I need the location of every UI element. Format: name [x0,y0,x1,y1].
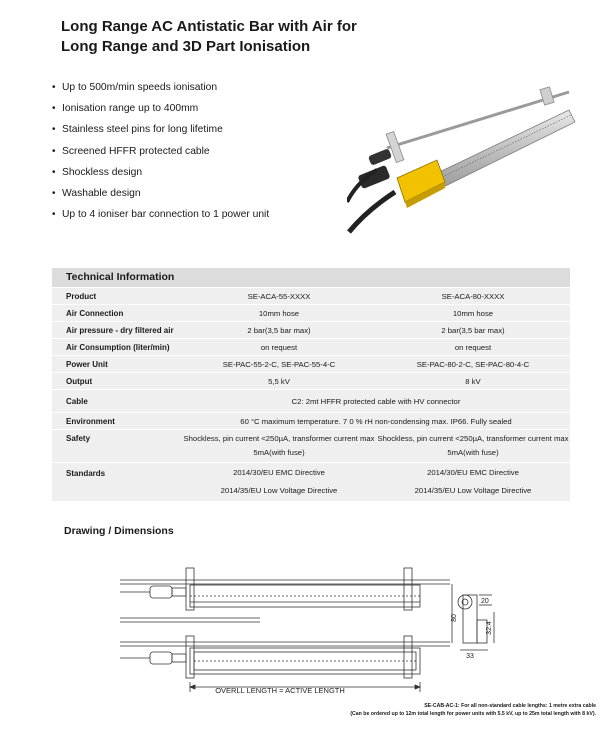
cell: on request [260,342,298,352]
cell-line: Shockless, pin current <250µA, transformer current max [377,434,569,443]
table-row [52,462,570,501]
cell: on request [454,342,492,352]
feature-item: • Stainless steel pins for long lifetime [52,124,302,136]
cell-line: 2014/35/EU Low Voltage Directive [414,486,532,495]
cell-line: 5mA(with fuse) [253,448,305,457]
feature-item: • Screened HFFR protected cable [52,146,302,158]
note-line-2: (Can be ordered up to 12m total length for power units with 5.5 kV, up to 25m total length with 8 kV). [350,711,596,717]
cell [376,430,570,462]
title-line-2: Long Range and 3D Part Ionisation [61,38,311,55]
cell-line: 5mA(with fuse) [447,448,499,457]
cell: 60 °C maximum temperature. 7 0 % rH non-condensing max. IP66. Fully sealed [240,416,512,426]
row-label: Air pressure - dry filtered air [66,325,174,335]
page-title [61,17,357,57]
feature-list [52,82,302,230]
table-row [52,287,570,304]
feature-item: • Washable design [52,188,302,200]
dim-20: 20 [481,598,489,605]
cell-line: 2014/30/EU EMC Directive [427,468,519,477]
length-label: OVERLL LENGTH = ACTIVE LENGTH [215,686,345,695]
row-label: Standards [66,469,106,478]
cell: SE-PAC-80-2-C, SE-PAC-80-4-C [416,359,530,369]
cell: C2: 2mt HFFR protected cable with HV connector [291,396,461,406]
cell: 5,5 kV [268,376,290,386]
table-row [52,338,570,355]
cell [376,463,570,501]
drawing-title: Drawing / Dimensions [64,525,174,537]
cell: 2 bar(3,5 bar max) [247,325,311,335]
note-line-1: SE-CAB-AC-1: For all non-standard cable lengths: 1 metre extra cable [424,703,596,709]
title-line-1: Long Range AC Antistatic Bar with Air for [61,18,357,35]
cell-line: 2014/35/EU Low Voltage Directive [220,486,338,495]
cell: 8 kV [465,376,481,386]
table-row [52,372,570,389]
dim-33: 33 [466,653,474,660]
row-label: Environment [66,416,115,426]
dim-32-4: 32.4 [486,621,493,635]
cell: 10mm hose [258,308,300,318]
cell: SE-ACA-80-XXXX [441,291,505,301]
table-row [52,321,570,338]
feature-item: • Ionisation range up to 400mm [52,103,302,115]
row-label: Cable [66,396,88,406]
row-label: Output [66,376,93,386]
product-image [347,82,579,240]
table-row [52,304,570,321]
feature-item: • Up to 4 ioniser bar connection to 1 power unit [52,209,302,221]
cell: SE-PAC-55-2-C, SE-PAC-55-4-C [222,359,336,369]
cell: 2 bar(3,5 bar max) [441,325,505,335]
technical-information-table [52,268,570,501]
table-row [52,412,570,429]
cell-line: 2014/30/EU EMC Directive [233,468,325,477]
cell-line: Shockless, pin current <250µA, transformer current max [183,434,375,443]
feature-item: • Up to 500m/min speeds ionisation [52,82,302,94]
row-label: Air Connection [66,308,124,318]
table-row [52,389,570,412]
dim-80: 80 [451,614,458,622]
table-heading: Technical Information [52,268,570,287]
dimension-drawing [120,560,500,700]
cell [182,463,376,501]
table-row [52,429,570,462]
cell: 10mm hose [452,308,494,318]
cable-note [350,702,596,718]
row-label: Product [66,291,97,301]
cell: SE-ACA-55-XXXX [247,291,311,301]
row-label: Safety [66,434,91,443]
row-label: Air Consumption (liter/min) [66,342,170,352]
cell [182,430,376,462]
feature-item: • Shockless design [52,167,302,179]
row-label: Power Unit [66,359,108,369]
table-row [52,355,570,372]
